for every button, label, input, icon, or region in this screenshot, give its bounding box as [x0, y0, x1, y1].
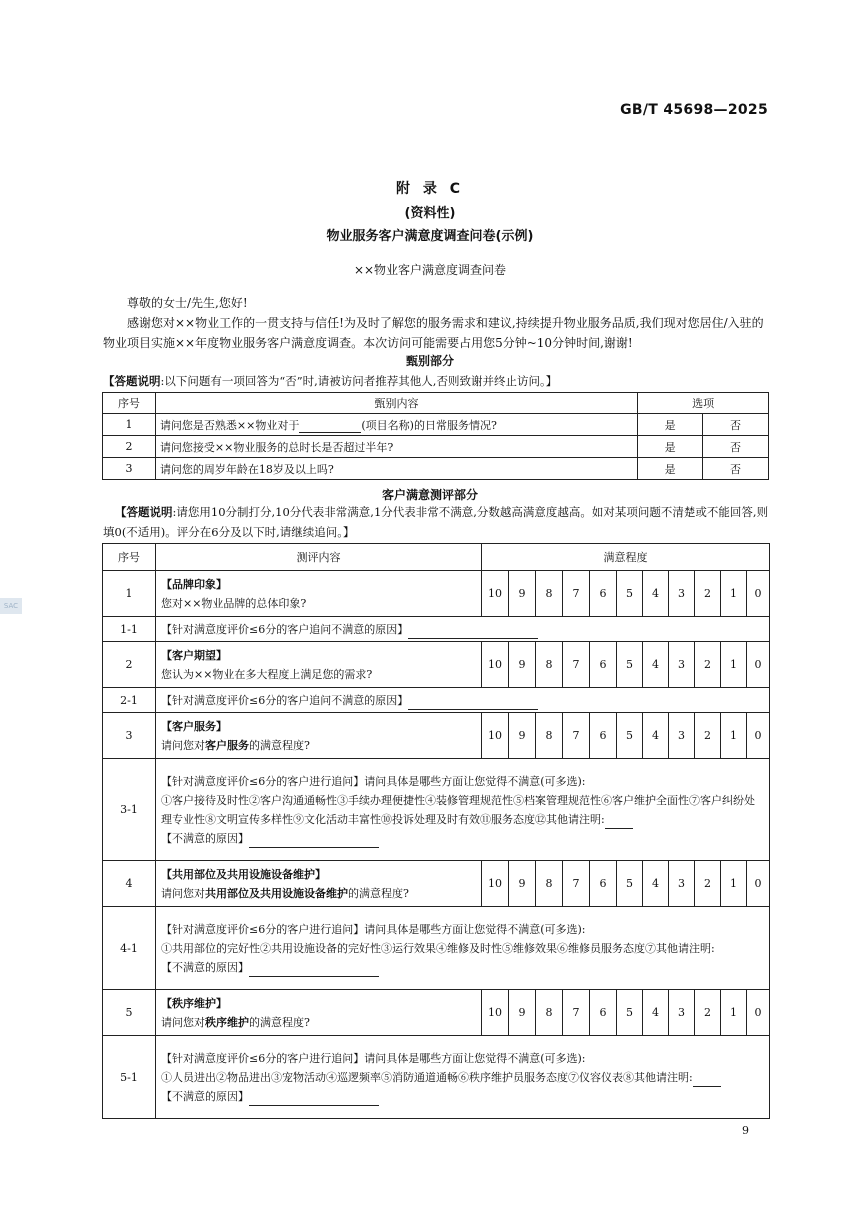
followup-content — [156, 759, 770, 861]
reason-label: 【不满意的原因】 — [161, 960, 249, 974]
score-option[interactable]: 1 — [721, 861, 747, 907]
table-row — [103, 436, 769, 458]
option-no[interactable]: 否 — [703, 414, 769, 436]
evaluation-note-text: :请您用10分制打分,10分代表非常满意,1分代表非常不满意,分数越高满意度越高。如对某项问题不清楚或不能回答,则填0(不适用)。评分在6分及以下时,请继续追问。】 — [103, 505, 769, 539]
question-content — [156, 642, 482, 688]
followup-prompt: 【针对满意度评价≤6分的客户进行追问】请问具体是哪些方面让您觉得不满意(可多选): — [161, 774, 586, 788]
score-option[interactable]: 7 — [563, 861, 590, 907]
score-option[interactable]: 8 — [536, 571, 563, 617]
score-option[interactable]: 7 — [563, 571, 590, 617]
question-text: 您认为××物业在多大程度上满足您的需求? — [161, 667, 373, 681]
score-option[interactable]: 9 — [509, 642, 536, 688]
score-option[interactable]: 0 — [747, 642, 770, 688]
score-option[interactable]: 5 — [617, 571, 643, 617]
header-content: 测评内容 — [156, 544, 482, 571]
row-no: 1-1 — [103, 617, 156, 642]
page-number: 9 — [742, 1124, 749, 1137]
score-option[interactable]: 10 — [482, 861, 509, 907]
answer-line[interactable] — [249, 847, 379, 848]
followup-content — [156, 1036, 770, 1119]
option-yes[interactable]: 是 — [638, 458, 703, 480]
appendix-label: 附 录 C — [395, 181, 465, 197]
score-option[interactable]: 0 — [747, 861, 770, 907]
score-option[interactable]: 2 — [695, 861, 721, 907]
table-row — [103, 571, 770, 617]
score-option[interactable]: 10 — [482, 571, 509, 617]
row-no: 3 — [103, 713, 156, 759]
table-row — [103, 1036, 770, 1119]
score-option[interactable]: 10 — [482, 990, 509, 1036]
question-title: 【客户期望】 — [161, 648, 227, 662]
evaluation-note-label: 【答题说明 — [115, 505, 173, 519]
option-no[interactable]: 否 — [703, 458, 769, 480]
question-text-post: 的满意程度? — [348, 886, 409, 900]
score-option[interactable]: 6 — [590, 713, 617, 759]
question-text-bold: 秩序维护 — [205, 1015, 249, 1029]
score-option[interactable]: 1 — [721, 990, 747, 1036]
table-row — [103, 642, 770, 688]
table-row — [103, 759, 770, 861]
score-option[interactable]: 6 — [590, 571, 617, 617]
score-option[interactable]: 1 — [721, 571, 747, 617]
table-header-row — [103, 544, 770, 571]
question-content — [156, 990, 482, 1036]
row-no: 2 — [103, 436, 156, 458]
score-option[interactable]: 6 — [590, 990, 617, 1036]
reason-label: 【不满意的原因】 — [161, 831, 249, 845]
screening-table — [102, 392, 769, 480]
score-option[interactable]: 7 — [563, 642, 590, 688]
followup-options: ①人员进出②物品进出③宠物活动④巡逻频率⑤消防通道通畅⑥秩序维护员服务态度⑦仪容仪表⑧ — [161, 1070, 634, 1084]
row-no: 5-1 — [103, 1036, 156, 1119]
score-option[interactable]: 3 — [669, 642, 695, 688]
answer-line[interactable] — [249, 1105, 379, 1106]
blank-line — [299, 432, 361, 433]
answer-line[interactable] — [693, 1086, 721, 1087]
score-option[interactable]: 2 — [695, 990, 721, 1036]
appendix-title: 物业服务客户满意度调查问卷(示例) — [326, 229, 534, 244]
evaluation-section-title: 客户满意测评部分 — [381, 488, 478, 502]
score-option[interactable]: 10 — [482, 713, 509, 759]
question-text-pre: 请问您对 — [161, 1015, 205, 1029]
score-option[interactable]: 0 — [747, 713, 770, 759]
header-option: 选项 — [638, 393, 769, 414]
question-title: 【客户服务】 — [161, 719, 227, 733]
question-text: 您对××物业品牌的总体印象? — [161, 596, 307, 610]
table-row — [103, 861, 770, 907]
score-option[interactable]: 7 — [563, 990, 590, 1036]
row-text-pre: 请问您是否熟悉××物业对于 — [159, 418, 300, 432]
answer-line[interactable] — [408, 709, 538, 710]
option-yes[interactable]: 是 — [638, 436, 703, 458]
score-option[interactable]: 9 — [509, 990, 536, 1036]
answer-line[interactable] — [249, 976, 379, 977]
followup-options: ①客户接待及时性②客户沟通通畅性③手续办理便捷性④装修管理规范性⑤档案管理规范性⑥客户维护全面性⑦客户纠纷处理专业性⑧文明宣传多样性⑨文化活动丰富性⑩投诉处理及时有效⑪服务态度⑫ — [161, 793, 755, 826]
header-no: 序号 — [103, 544, 156, 571]
score-option[interactable]: 8 — [536, 861, 563, 907]
standard-number: GB/T 45698—2025 — [620, 102, 768, 118]
score-option[interactable]: 5 — [617, 642, 643, 688]
question-content — [156, 571, 482, 617]
score-option[interactable]: 8 — [536, 990, 563, 1036]
reason-label: 【不满意的原因】 — [161, 1089, 249, 1103]
score-option[interactable]: 4 — [643, 861, 669, 907]
question-text-post: 的满意程度? — [249, 738, 310, 752]
question-title: 【共用部位及共用设施设备维护】 — [161, 867, 326, 881]
score-option[interactable]: 8 — [536, 642, 563, 688]
table-row — [103, 458, 769, 480]
score-option[interactable]: 0 — [747, 990, 770, 1036]
row-no: 2-1 — [103, 688, 156, 713]
score-option[interactable]: 3 — [669, 990, 695, 1036]
question-title: 【秩序维护】 — [161, 996, 227, 1010]
table-row — [103, 990, 770, 1036]
followup-options: ①共用部位的完好性②共用设施设备的完好性③运行效果④维修及时性⑤维修效果⑥维修员服务态度⑦ — [161, 941, 656, 955]
other-note: 其他请注明: — [634, 1070, 693, 1084]
evaluation-note — [103, 502, 770, 542]
score-option[interactable]: 1 — [721, 713, 747, 759]
score-option[interactable]: 5 — [617, 713, 643, 759]
score-option[interactable]: 2 — [695, 571, 721, 617]
followup-content — [156, 907, 770, 990]
followup-prompt: 【针对满意度评价≤6分的客户进行追问】请问具体是哪些方面让您觉得不满意(可多选): — [161, 922, 586, 936]
row-no: 4-1 — [103, 907, 156, 990]
score-option[interactable]: 9 — [509, 713, 536, 759]
score-option[interactable]: 1 — [721, 642, 747, 688]
table-row — [103, 907, 770, 990]
score-option[interactable]: 3 — [669, 861, 695, 907]
questionnaire-title: ××物业客户满意度调查问卷 — [353, 263, 507, 277]
score-option[interactable]: 0 — [747, 571, 770, 617]
question-text-post: 的满意程度? — [249, 1015, 310, 1029]
question-text-bold: 共用部位及共用设施设备维护 — [205, 886, 348, 900]
followup-content — [156, 617, 770, 642]
header-no: 序号 — [103, 393, 156, 414]
score-option[interactable]: 5 — [617, 861, 643, 907]
table-row — [103, 713, 770, 759]
other-note: 其他请注明: — [546, 812, 605, 826]
row-text: 请问您的周岁年龄在18岁及以上吗? — [155, 458, 637, 480]
row-no: 3-1 — [103, 759, 156, 861]
score-option[interactable]: 4 — [643, 642, 669, 688]
question-title: 【品牌印象】 — [161, 577, 227, 591]
question-text-pre: 请问您对 — [161, 886, 205, 900]
side-watermark: SAC — [0, 598, 22, 614]
row-text — [155, 414, 637, 436]
score-option[interactable]: 8 — [536, 713, 563, 759]
row-no: 1 — [103, 571, 156, 617]
option-no[interactable]: 否 — [703, 436, 769, 458]
followup-text: 【针对满意度评价≤6分的客户追问不满意的原因】 — [161, 622, 409, 636]
score-option[interactable]: 2 — [695, 713, 721, 759]
question-content — [156, 713, 482, 759]
score-option[interactable]: 4 — [643, 713, 669, 759]
intro-paragraph: 感谢您对××物业工作的一贯支持与信任!为及时了解您的服务需求和建议,持续提升物业服务品质,我们现对您居住/入驻的物业项目实施××年度物业服务客户满意度调查。本次访问可能需要占用您5分钟~10分钟时间,谢谢! — [103, 316, 764, 350]
followup-content — [156, 688, 770, 713]
greeting: 尊敬的女士/先生,您好! — [127, 296, 248, 310]
score-option[interactable]: 4 — [643, 990, 669, 1036]
followup-prompt: 【针对满意度评价≤6分的客户进行追问】请问具体是哪些方面让您觉得不满意(可多选): — [161, 1051, 586, 1065]
other-note: 其他请注明: — [656, 941, 715, 955]
screening-note-text: :以下问题有一项回答为“否”时,请被访问者推荐其他人,否则致谢并终止访问。】 — [160, 374, 558, 388]
answer-line[interactable] — [605, 828, 633, 829]
header-degree: 满意程度 — [482, 544, 770, 571]
appendix-nature: (资料性) — [404, 206, 456, 221]
row-no: 2 — [103, 642, 156, 688]
question-text-pre: 请问您对 — [161, 738, 205, 752]
score-option[interactable]: 3 — [669, 713, 695, 759]
question-text-bold: 客户服务 — [205, 738, 249, 752]
table-row — [103, 414, 769, 436]
score-option[interactable]: 7 — [563, 713, 590, 759]
question-content — [156, 861, 482, 907]
table-row — [103, 688, 770, 713]
followup-text: 【针对满意度评价≤6分的客户追问不满意的原因】 — [161, 693, 409, 707]
score-option[interactable]: 6 — [590, 642, 617, 688]
screening-note-label: 【答题说明 — [103, 374, 161, 388]
row-text-post: (项目名称)的日常服务情况? — [361, 418, 497, 432]
score-option[interactable]: 6 — [590, 861, 617, 907]
header-content: 甄别内容 — [155, 393, 637, 414]
score-option[interactable]: 3 — [669, 571, 695, 617]
option-yes[interactable]: 是 — [638, 414, 703, 436]
row-no: 4 — [103, 861, 156, 907]
row-no: 3 — [103, 458, 156, 480]
row-no: 1 — [103, 414, 156, 436]
table-row — [103, 617, 770, 642]
screening-section-title: 甄别部分 — [405, 354, 454, 368]
screening-note — [103, 373, 557, 389]
row-no: 5 — [103, 990, 156, 1036]
table-header-row — [103, 393, 769, 414]
row-text: 请问您接受××物业服务的总时长是否超过半年? — [155, 436, 637, 458]
score-option[interactable]: 9 — [509, 571, 536, 617]
score-option[interactable]: 5 — [617, 990, 643, 1036]
score-option[interactable]: 2 — [695, 642, 721, 688]
score-option[interactable]: 9 — [509, 861, 536, 907]
evaluation-table — [102, 543, 770, 1119]
score-option[interactable]: 4 — [643, 571, 669, 617]
answer-line[interactable] — [408, 638, 538, 639]
score-option[interactable]: 10 — [482, 642, 509, 688]
